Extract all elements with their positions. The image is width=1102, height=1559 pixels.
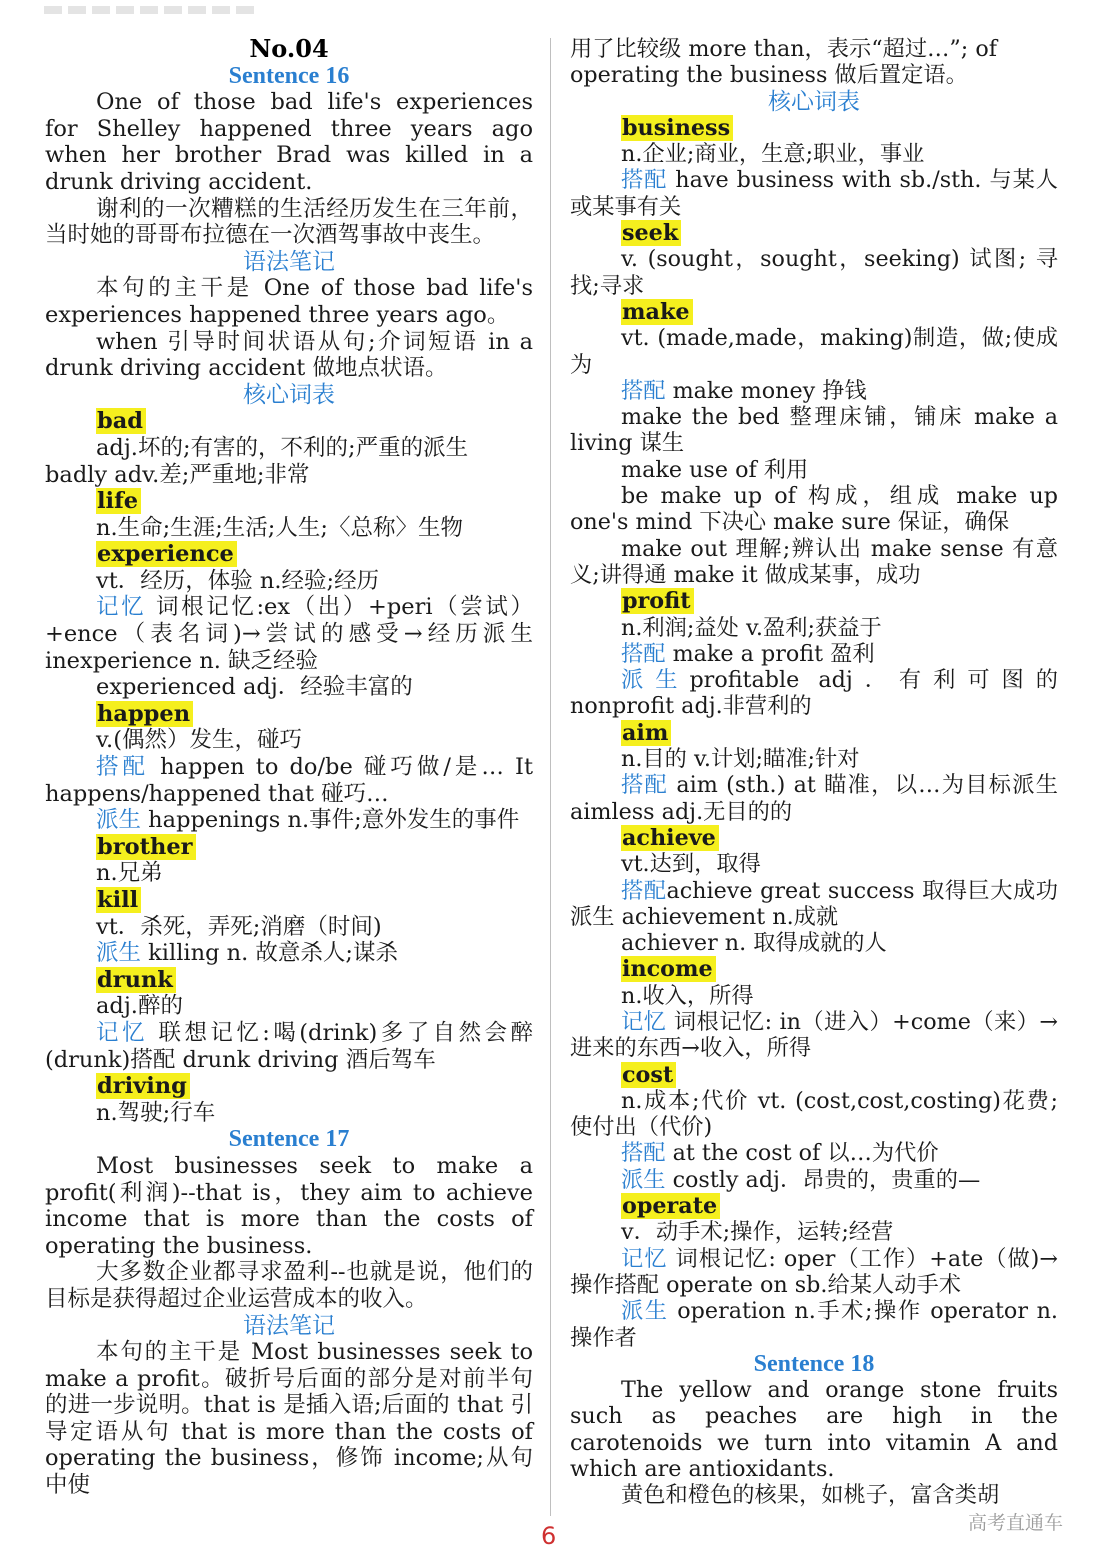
collocation-note xyxy=(570,378,1058,404)
collocation-text: achieve great success 取得巨大成功派生 achievement n.成就 xyxy=(570,877,1058,930)
grammar-note: when 引导时间状语从句;介词短语 in a drunk driving accident 做地点状语。 xyxy=(45,328,533,382)
derivative: badly adv.差;严重地;非常 xyxy=(45,461,310,488)
collocation-tag: 搭配 xyxy=(621,640,666,667)
definition: n.成本;代价 vt. (cost,cost,costing)花费;使付出（代价) xyxy=(570,1087,1058,1141)
vocab-word-brother: brother xyxy=(96,834,196,860)
derivative: experienced adj．经验丰富的 xyxy=(96,674,413,701)
definition: n.收入，所得 xyxy=(621,982,754,1009)
collocation-tag: 搭配 xyxy=(621,1140,666,1167)
collocation-line: make the bed 整理床铺，铺床 make a living 谋生 xyxy=(570,404,1058,457)
memory-text: 词根记忆: oper（工作）+ate（做)→操作搭配 operate on sb.给某人动手术 xyxy=(570,1245,1058,1298)
derivative-tag: 派生 xyxy=(621,1298,669,1325)
vocab-word-kill: kill xyxy=(96,887,141,913)
grammar-notes-heading: 语法笔记 xyxy=(243,248,335,275)
vocab-word-make: make xyxy=(621,299,693,325)
header-decoration xyxy=(44,6,254,14)
collocation-tag: 搭配 xyxy=(621,167,668,194)
left-column xyxy=(45,36,533,1499)
collocation-note xyxy=(570,1140,1058,1166)
derivative-note xyxy=(45,940,533,967)
column-divider xyxy=(550,38,551,1516)
derivative: achiever n. 取得成就的人 xyxy=(621,930,887,957)
vocabulary-heading: 核心词表 xyxy=(243,381,335,408)
derivative-text: operation n.手术;操作 operator n.操作者 xyxy=(570,1298,1058,1351)
collocation-line: make use of 利用 xyxy=(621,456,809,483)
sentence-18-title: Sentence 18 xyxy=(753,1350,875,1377)
collocation-note xyxy=(570,167,1058,220)
definition: n.驾驶;行车 xyxy=(96,1099,216,1126)
collocation-text: aim (sth.) at 瞄准，以…为目标派生 aimless adj.无目的的 xyxy=(570,772,1059,825)
sentence-16-english: One of those bad life's experiences for Shelley happened three years ago when her brother Brad was killed in a drunk driving accident. xyxy=(45,89,533,195)
definition: vt.达到，取得 xyxy=(621,851,761,878)
definition: adj.醉的 xyxy=(96,993,183,1020)
memory-tag: 记忆 xyxy=(621,1245,668,1272)
vocab-word-life: life xyxy=(96,488,141,514)
vocab-word-business: business xyxy=(621,115,733,141)
derivative-tag: 派生 xyxy=(621,667,690,694)
definition: adj.坏的;有害的，不利的;严重的派生 xyxy=(96,434,469,461)
sentence-18-english: The yellow and orange stone fruits such as peaches are high in the carotenoids we turn into vitamin A and which are antioxidants. xyxy=(570,1377,1058,1483)
vocab-word-aim: aim xyxy=(621,720,671,746)
definition: v. (sought，sought，seeking) 试图; 寻找;寻求 xyxy=(570,246,1058,299)
sentence-17-translation: 大多数企业都寻求盈利--也就是说，他们的目标是获得超过企业运营成本的收入。 xyxy=(45,1259,533,1312)
definition: n.利润;益处 v.盈利;获益于 xyxy=(621,614,882,641)
watermark: 高考直通车 xyxy=(968,1512,1064,1534)
right-column xyxy=(570,36,1058,1509)
vocab-word-income: income xyxy=(621,956,716,982)
grammar-note: 本句的主干是 Most businesses seek to make a profit。破折号后面的部分是对前半句的进一步说明。that is 是插入语;后面的 that 引导定语从句 that is more than the costs of operating the business，修饰 income;从句中使 xyxy=(45,1339,533,1499)
definition: v．动手术;操作，运转;经营 xyxy=(621,1219,894,1246)
memory-note xyxy=(570,1246,1058,1299)
vocab-word-bad: bad xyxy=(96,408,146,434)
definition: v.(偶然）发生，碰巧 xyxy=(96,727,302,754)
vocab-word-experience: experience xyxy=(96,541,237,567)
page-number: 6 xyxy=(541,1522,557,1550)
collocation-note xyxy=(570,878,1058,931)
memory-tag: 记忆 xyxy=(96,594,147,621)
derivative-text: happenings n.事件;意外发生的事件 xyxy=(141,807,520,834)
collocation-tag: 搭配 xyxy=(96,754,149,781)
memory-note xyxy=(45,594,533,674)
memory-tag: 记忆 xyxy=(621,1008,667,1035)
vocab-word-drunk: drunk xyxy=(96,967,176,993)
collocation-note xyxy=(570,641,1058,667)
derivative-tag: 派生 xyxy=(621,1166,666,1193)
derivative-text: killing n. 故意杀人;谋杀 xyxy=(141,940,399,967)
collocation-tag: 搭配 xyxy=(621,377,666,404)
collocation-tag: 搭配 xyxy=(621,772,669,799)
definition: vt．经历，体验 n.经验;经历 xyxy=(96,567,380,594)
collocation-text: have business with sb./sth. 与某人或某事有关 xyxy=(570,167,1059,220)
memory-tag: 记忆 xyxy=(96,1019,148,1046)
sentence-17-title: Sentence 17 xyxy=(228,1126,350,1153)
grammar-note-continued: 用了比较级 more than，表示“超过…”; of operating the business 做后置定语。 xyxy=(570,36,998,89)
definition: n.企业;商业，生意;职业，事业 xyxy=(621,141,925,168)
derivative-note xyxy=(570,1167,1058,1193)
vocab-word-happen: happen xyxy=(96,701,193,727)
definition: vt．杀死，弄死;消磨（时间) xyxy=(96,913,382,940)
memory-note xyxy=(45,1020,533,1073)
collocation-text: at the cost of 以…为代价 xyxy=(665,1140,939,1167)
sentence-16-title: Sentence 16 xyxy=(228,62,350,89)
memory-text: 联想记忆:喝(drink)多了自然会醉(drunk)搭配 drunk driving 酒后驾车 xyxy=(45,1019,533,1073)
memory-text: 词根记忆: in（进入）+come（来）→进来的东西→收入，所得 xyxy=(570,1008,1059,1062)
vocab-word-operate: operate xyxy=(621,1193,720,1219)
definition: n.兄弟 xyxy=(96,860,163,887)
vocab-word-driving: driving xyxy=(96,1073,190,1099)
collocation-note xyxy=(570,772,1058,825)
derivative-tag: 派生 xyxy=(96,807,142,834)
collocation-line: make out 理解;辨认出 make sense 有意义;讲得通 make it 做成某事，成功 xyxy=(570,535,1058,588)
collocation-text: make money 挣钱 xyxy=(665,377,867,404)
vocabulary-heading: 核心词表 xyxy=(768,88,860,115)
vocab-word-achieve: achieve xyxy=(621,825,719,851)
vocab-word-cost: cost xyxy=(621,1062,676,1088)
grammar-note: 本句的主干是 One of those bad life's experiences happened three years ago。 xyxy=(45,275,533,328)
derivative-text: profitable adj．有利可图的 nonprofit adj.非营利的 xyxy=(570,667,1059,720)
collocation-tag: 搭配 xyxy=(621,877,667,904)
derivative-note xyxy=(570,667,1058,720)
sentence-18-translation: 黄色和橙色的核果，如桃子，富含类胡 xyxy=(621,1482,1000,1509)
definition: n.生命;生涯;生活;人生;〈总称〉生物 xyxy=(96,514,463,541)
document-number: No.04 xyxy=(249,34,329,63)
derivative-note xyxy=(45,807,533,834)
definition: vt. (made,made，making)制造，做;使成为 xyxy=(570,325,1058,378)
sentence-17-english: Most businesses seek to make a profit(利润)--that is，they aim to achieve income that is more than the costs of operating the business. xyxy=(45,1152,533,1259)
collocation-text: make a profit 盈利 xyxy=(665,640,875,667)
memory-note xyxy=(570,1009,1058,1062)
collocation-line: be make up of 构成，组成 make up one's mind 下决心 make sure 保证，确保 xyxy=(570,483,1058,536)
sentence-16-translation: 谢利的一次糟糕的生活经历发生在三年前，当时她的哥哥布拉德在一次酒驾事故中丧生。 xyxy=(45,195,533,249)
definition: n.目的 v.计划;瞄准;针对 xyxy=(621,746,860,773)
derivative-tag: 派生 xyxy=(96,940,142,967)
vocab-word-profit: profit xyxy=(621,588,694,614)
collocation-note xyxy=(45,754,533,807)
vocab-word-seek: seek xyxy=(621,220,681,246)
collocation-text: happen to do/be 碰巧做/是… It happens/happened that 碰巧… xyxy=(45,754,533,807)
derivative-note xyxy=(570,1298,1058,1351)
memory-text: 词根记忆:ex（出）+peri（尝试）+ence（表名词)→尝试的感受→经历派生 inexperience n. 缺乏经验 xyxy=(45,594,533,674)
grammar-notes-heading: 语法笔记 xyxy=(243,1312,335,1339)
derivative-text: costly adj．昂贵的，贵重的— xyxy=(665,1166,981,1193)
